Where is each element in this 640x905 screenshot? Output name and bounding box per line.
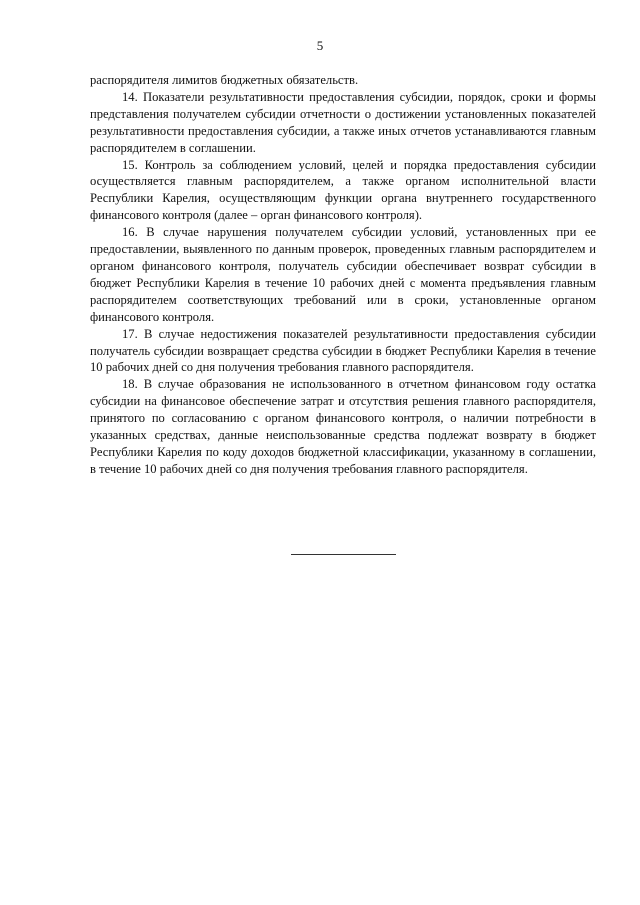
paragraph-14: 14. Показатели результативности предоставления субсидии, порядок, сроки и формы представления получателем субсидии отчетности о достижении установленных показателей результативности предоставления субсидии, а также иных отчетов устанавливаются главным распорядителем в соглашении. — [90, 89, 596, 155]
paragraph-17: 17. В случае недостижения показателей результативности предоставления субсидии получатель субсидии возвращает средства субсидии в бюджет Республики Карелия в течение 10 рабочих дней со дня получения требования главного распорядителя. — [90, 326, 596, 375]
paragraph-16: 16. В случае нарушения получателем субсидии условий, установленных при ее предоставлении, выявленного по данным проверок, проведенных главным распорядителем и органом финансового контроля, получатель субсидии обеспечивает возврат субсидии в бюджет Республики Карелия в течение 10 рабочих дней с момента предъявления главным распорядителем соответствующих требований или в сроки, установленные органом финансового контроля. — [90, 225, 596, 324]
end-separator-line — [291, 554, 396, 555]
paragraph-15: 15. Контроль за соблюдением условий, целей и порядка предоставления субсидии осуществляется главным распорядителем, а также органом исполнительной власти Республики Карелия, осуществляющим функции органа внутреннего государственного финансового контроля (далее – орган финансового контроля). — [90, 157, 596, 223]
document-body — [90, 72, 596, 478]
paragraph-18: 18. В случае образования не использованного в отчетном финансовом году остатка субсидии на финансовое обеспечение затрат и отсутствия решения главного распорядителя, принятого по согласованию с органом финансового контроля, о наличии потребности в указанных средствах, данные неиспользованные средства подлежат возврату в бюджет Республики Карелия по коду доходов бюджетной классификации, указанному в соглашении, в течение 10 рабочих дней со дня получения требования главного распорядителя. — [90, 377, 596, 476]
paragraph-continuation: распорядителя лимитов бюджетных обязательств. — [90, 73, 359, 87]
page-number: 5 — [316, 38, 324, 53]
